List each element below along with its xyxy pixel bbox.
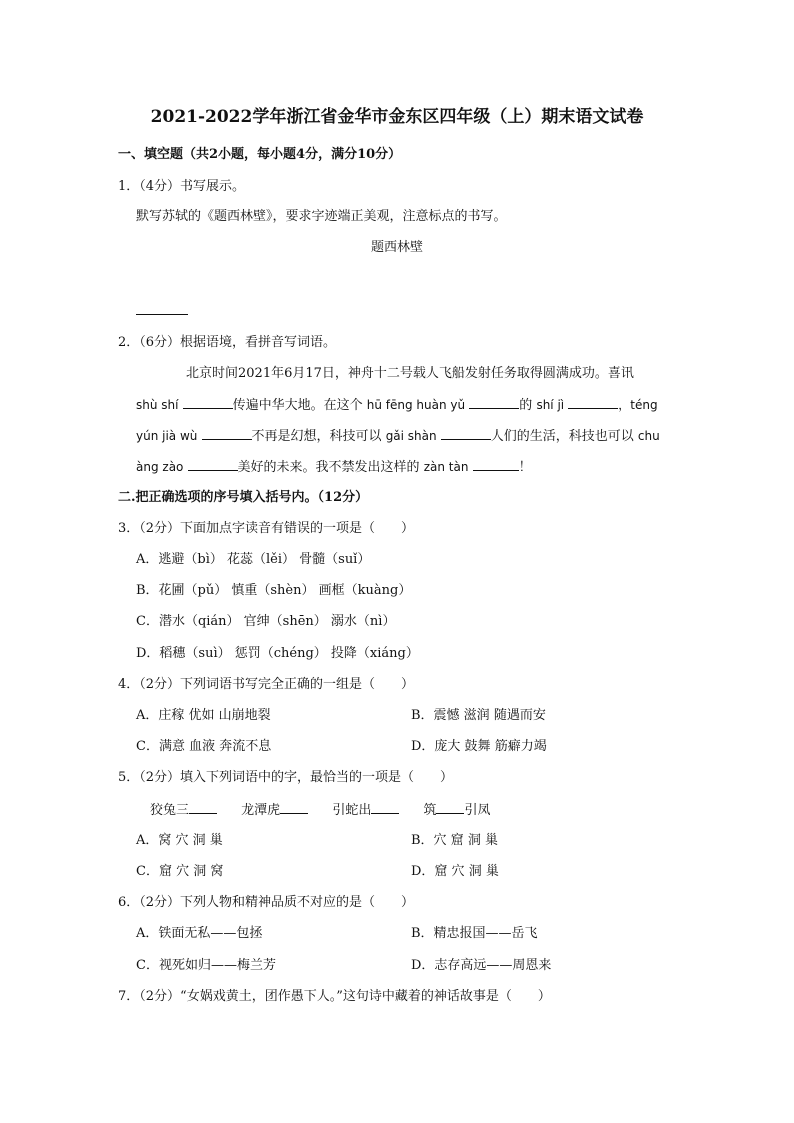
text-segment: 人们的生活，科技也可以 xyxy=(490,429,634,444)
question-3-option-d[interactable]: D．稻穗（suì） 惩罚（chéng） 投降（xiáng） xyxy=(136,646,419,661)
question-4-option-b[interactable]: B．震憾 滋润 随遇而安 xyxy=(411,708,546,723)
word-blank-1[interactable] xyxy=(189,803,217,814)
pinyin-teng: ，téng xyxy=(618,398,658,412)
question-5-words xyxy=(150,803,491,817)
question-6-option-d[interactable]: D．志存高远——周恩来 xyxy=(411,958,552,973)
question-7-stem: 7．（2分）“女娲戏黄土，团作愚下人。”这句诗中藏着的神话故事是（ ） xyxy=(118,989,551,1004)
pinyin-angzao: àng zào xyxy=(136,460,184,474)
blank-3[interactable] xyxy=(568,398,618,409)
blank-4[interactable] xyxy=(202,429,252,440)
question-4-stem: 4．（2分）下列词语书写完全正确的一组是（ ） xyxy=(118,677,415,692)
pinyin-hufenghuanyu: hū fēng huàn yǔ xyxy=(366,398,466,412)
question-4-option-d[interactable]: D．庞大 鼓舞 筋癖力竭 xyxy=(411,739,547,754)
section-1-heading: 一、填空题（共2小题，每小题4分，满分10分） xyxy=(118,147,402,162)
text-segment: 美好的未来。我不禁发出这样的 xyxy=(237,460,420,475)
question-5-option-a[interactable]: A．窝 穴 洞 巢 xyxy=(136,833,223,848)
question-4-option-c[interactable]: C．满意 血液 奔流不息 xyxy=(136,739,272,754)
question-2-line-2 xyxy=(136,398,658,412)
answer-line xyxy=(136,314,188,315)
question-4-option-a[interactable]: A．庄稼 优如 山崩地裂 xyxy=(136,708,271,723)
pinyin-zantan: zàn tàn xyxy=(423,460,469,474)
question-6-stem: 6．（2分）下列人物和精神品质不对应的是（ ） xyxy=(118,895,415,910)
pinyin-gaishan: gǎi shàn xyxy=(385,429,437,443)
question-3-option-a[interactable]: A．逃避（bì） 花蕊（lěi） 骨髓（suǐ） xyxy=(136,552,371,567)
word-2: 龙潭虎 xyxy=(241,803,281,818)
text-segment: ！ xyxy=(518,460,532,475)
question-6-option-b[interactable]: B．精忠报国——岳飞 xyxy=(411,926,538,941)
word-blank-4[interactable] xyxy=(436,803,464,814)
word-5: 引凤 xyxy=(464,803,491,818)
text-segment: 传遍中华大地。在这个 xyxy=(232,398,363,413)
blank-1[interactable] xyxy=(183,398,233,409)
text-segment: 不再是幻想，科技可以 xyxy=(251,429,382,444)
section-2-heading: 二.把正确选项的序号填入括号内。（12分） xyxy=(118,490,369,505)
question-6-option-a[interactable]: A．铁面无私——包拯 xyxy=(136,926,263,941)
question-2-line-4 xyxy=(136,460,532,474)
text-segment: 的 xyxy=(519,398,533,413)
word-1: 狡兔三 xyxy=(150,803,190,818)
pinyin-shushi: shù shí xyxy=(136,398,179,412)
word-blank-2[interactable] xyxy=(280,803,308,814)
word-4: 筑 xyxy=(423,803,437,818)
question-2-stem: 2．（6分）根据语境，看拼音写词语。 xyxy=(118,335,337,350)
question-5-stem: 5．（2分）填入下列词语中的字，最恰当的一项是（ ） xyxy=(118,770,454,785)
word-3: 引蛇出 xyxy=(332,803,372,818)
blank-7[interactable] xyxy=(473,460,519,471)
question-6-option-c[interactable]: C．视死如归——梅兰芳 xyxy=(136,958,276,973)
question-3-stem: 3．（2分）下面加点字读音有错误的一项是（ ） xyxy=(118,521,415,536)
exam-title: 2021-2022学年浙江省金华市金东区四年级（上）期末语文试卷 xyxy=(150,107,644,127)
blank-2[interactable] xyxy=(469,398,519,409)
question-1-stem: 1．（4分）书写展示。 xyxy=(118,179,246,194)
blank-5[interactable] xyxy=(441,429,491,440)
word-blank-3[interactable] xyxy=(371,803,399,814)
blank-6[interactable] xyxy=(188,460,238,471)
poem-title: 题西林壁 xyxy=(370,240,423,255)
question-5-option-d[interactable]: D．窟 穴 洞 巢 xyxy=(411,864,499,879)
question-1-instruction: 默写苏轼的《题西林壁》，要求字迹端正美观，注意标点的书写。 xyxy=(136,209,507,224)
pinyin-chu: chu xyxy=(637,429,660,443)
pinyin-shiji: shí jì xyxy=(536,398,565,412)
question-5-option-c[interactable]: C．窟 穴 洞 窝 xyxy=(136,864,224,879)
question-5-option-b[interactable]: B．穴 窟 洞 巢 xyxy=(411,833,498,848)
pinyin-yunjiawu: yún jià wù xyxy=(136,429,198,443)
question-3-option-b[interactable]: B．花圃（pǔ） 慎重（shèn） 画框（kuàng） xyxy=(136,583,412,598)
question-3-option-c[interactable]: C．潜水（qián） 官绅（shēn） 溺水（nì） xyxy=(136,614,396,629)
question-2-line-3 xyxy=(136,429,660,443)
question-2-line-1: 北京时间2021年6月17日，神舟十二号载人飞船发射任务取得圆满成功。喜讯 xyxy=(186,366,634,381)
